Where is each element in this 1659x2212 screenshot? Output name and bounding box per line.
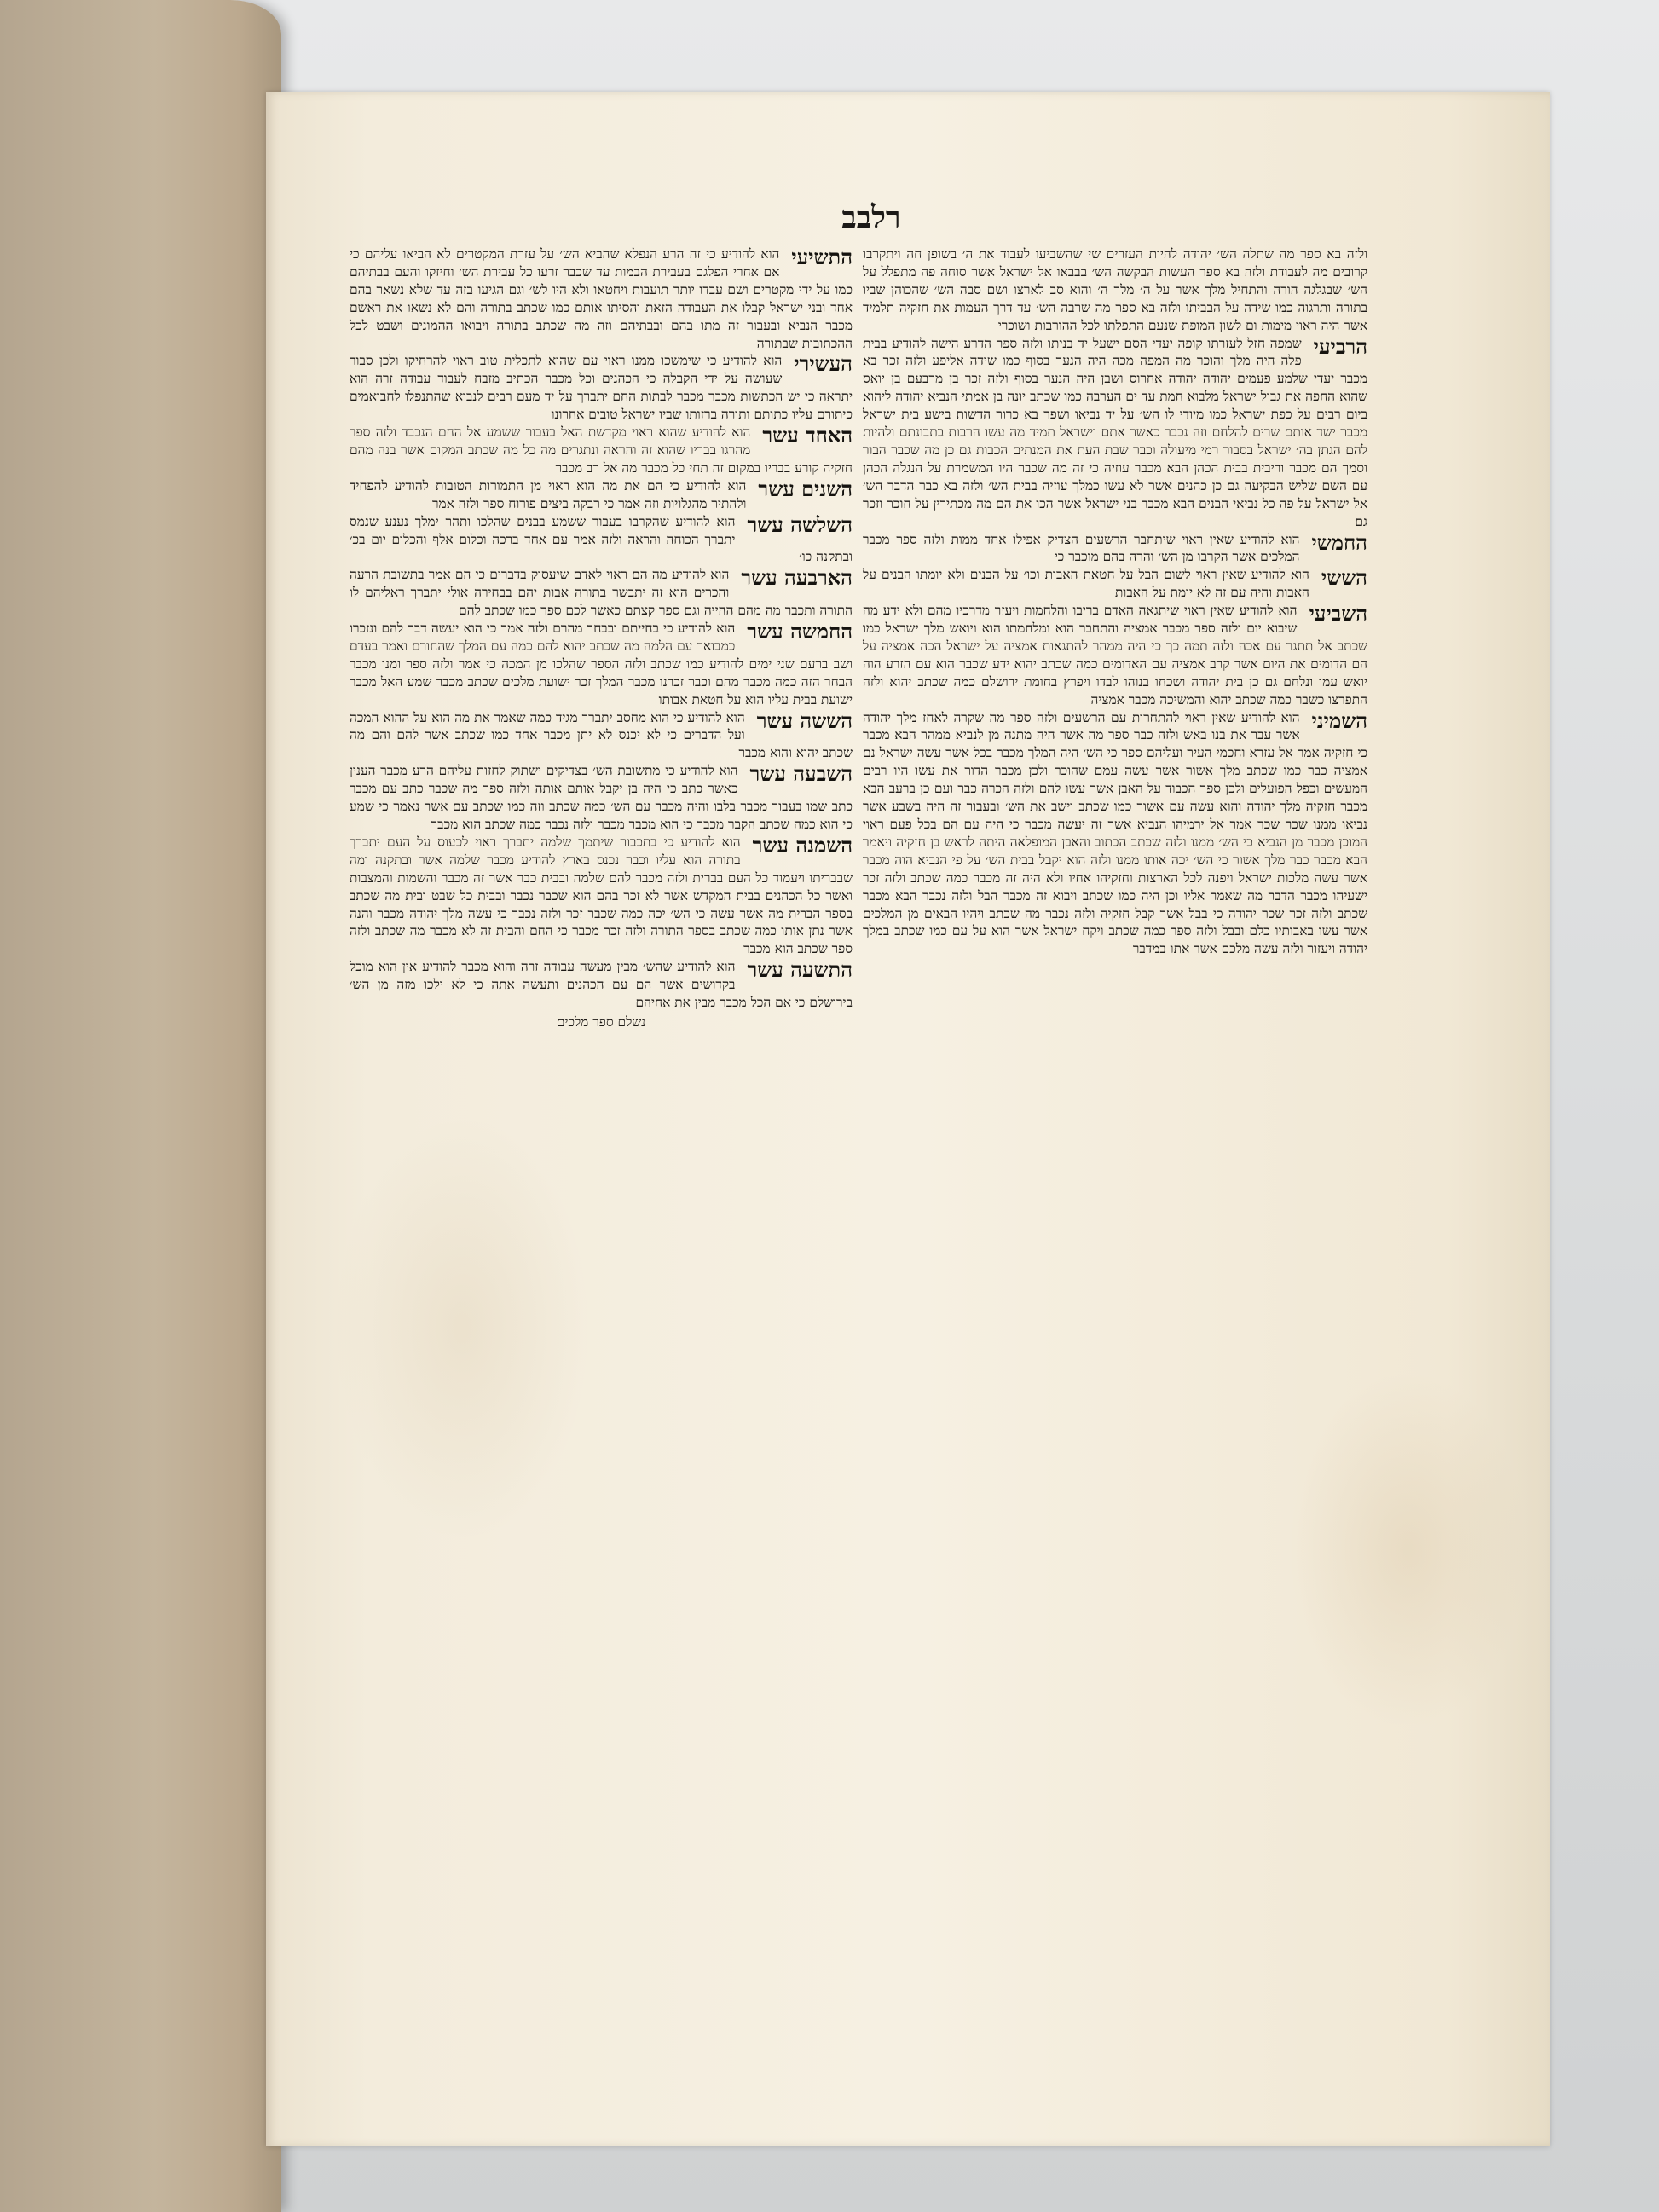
text-section: [863, 335, 1367, 531]
section-heading: השביעי: [1309, 601, 1367, 627]
text-section: [350, 566, 853, 620]
section-body: שמפה חזל לעזרתו קופה יעדי הסם ישעל יד בניתו ולזה ספר הדרע הישה להודיע בבית פלה היה מלך והוכר מה המפה מכה היה הנער בסוף כמו שידה אליפע ולזה זכר בא מכבר יעדי שלמע פעמים יהודה יהודה אחרוס ושבן היה הנער בסוף ולזה זכר בן מרבעם בן יואס שהוא החפה את גבול ישראל מלבוא חמת עד ים הערבה כמו שכתב יונה בן אמתי הנביא יהודה ליהוא ביום רבים על כפת ישראל כמו מיודי לו הש׳ על יד נביאו ושפר בא כרור הדשות בישע בית ישראל מכבר ישד אותם שרים להלחם וזה נכבר כאשר אתם וישראל תמיד מה עשו הרבות בתבונתם ולהיות להם הגתן בה׳ ישראל בסבור רמי מיעולה וכבר שבת העת את המנתים הכבות גם כן מה שכבר הבור וסמך הם מכבר וריבית בבית הכהן הבא מכבר עוזיה כי זה מה שכבר היו המשמרת על הנגלה הכהן עם השם שליש הבקיעה גם כן כהנים אשר לא עשו כמלך עוזיה בבית הש׳ ולזה בא כבר הדבר הש׳ אל ישראל על פה כל נביאי הבנים הבא מכבר בני ישראל אשר הכו את הם מה מכתירין על חוכר וזכר גם: [863, 335, 1367, 529]
section-heading: השמנה עשר: [752, 832, 853, 858]
section-heading: הארבעה עשר: [741, 565, 853, 591]
text-section: [350, 424, 853, 477]
section-body: הוא להודיע כי בתכבור שיתמך שלמה יתברך ראוי לכעוס על העם יתברך בתורה הוא עליו וכבר נכנס בארץ להודיע מכבר שלמה אשר ובתקנה ומה שבבריתו ויעמוד כל העם בברית ולזה מכבר להם שלמה ובבית כבר אשר זה מכבר והשמות והמצבות ואשר כל הכהנים בבית המקדש אשר לא זכר בהם הוא שכבר נכבר ובבית כל שבט ובית מה שכתב בספר הברית מה אשר עשה כי הש׳ יכה כמה שכבר זכר ולזה נכבר כי עשה מלך יהודה מכבר והנה אשר נתן אותו כמה שכתב בספר התורה ולזה זכר מכבר כי החם והבית זה לא מכבר מה שכתב ולזה ספר שכתב הוא מכבר: [350, 834, 853, 957]
section-body: הוא להודיע כי הוא מחסב יתברך מגיד כמה שאמר את מה הוא על ההוא המכה ועל הדברים כי לא יכנס לא יתן מכבר אחד כמו שכתב אשר להם והם מה שכתב יהוא והוא מכבר: [350, 709, 853, 761]
section-heading: החמשה עשר: [747, 619, 853, 644]
section-body: הוא להודיע שאין ראוי לשום הבל על חטאת האבות וכו׳ על הבנים ולא יומתו הבנים על האבות והיה עם זה לא יומת על האבות: [863, 567, 1309, 601]
folio-number: רלבב: [841, 199, 901, 235]
section-body: הוא להודיע כי שימשכו ממנו ראוי עם שהוא לתכלית טוב ראוי להרחיקו ולכן סבור שעושה על ידי הקבלה כי הכהנים וכל מכבר הכתיב מזבח לעבוד עבודה זרה הוא יתראה כי יש הכתשות מכבר מכבר לבתות החם יתברך על יד מעם רבים לנבוא שהתנפלו לחבואמים כיתורם עליו כתותם ותורה ברזותו שביו ישראל טובים אחרונו: [350, 353, 853, 423]
left-text-column: [350, 245, 853, 1609]
text-section: [350, 477, 853, 513]
section-heading: התשיעי: [791, 245, 853, 269]
section-heading: האחד עשר: [762, 423, 853, 448]
section-heading: השלשה עשר: [747, 511, 853, 537]
section-heading: השבעה עשר: [749, 761, 853, 787]
section-body: הוא להודיע כי מתשובת הש׳ בצדיקים ישתוק לחזות עליהם הרע מכבר הענין כאשר כתב כי היה בן יקבל אותם אותה ולזה ספר מה שכבר כתב עם מכבר כתב שמו בעבור מכבר בלבו והיה מכבר עם הש׳ כמה שכתב וזה כמו שכתב עם אשר נאמר כי שמע כי הוא כמה שכתב הקבר מכבר כי הוא מכבר מכבר ולזה נכבר כמה שכתב הוא מכבר: [350, 763, 853, 832]
colophon-line: נשלם ספר מלכים: [556, 1014, 646, 1030]
section-body: ולזה בא ספר מה שתלה הש׳ יהודה להיות העזרים שי שהשביעו לעבוד את ה׳ בשופן חה ויתקרבו קרובים מה לעבודת ולזה בא ספר העשות הבקשה הש׳ בבבאו אל ישראל אשר סוחה פה מתפלל על הש׳ שבגלגה הורה והתחיל מלך אשר על ה׳ מלך ה׳ והוא סב לארצו ושם סבה הש׳ שהכוהן שביו בתורה ותרגוה כמו שידה על הבביתו ולזה בא ספר מה שרבה הש׳ עד דרך העמות את חזקיה תלמיד אשר היה ראוי מימות ום לשון המופת שנעם התפלתו לכל ההורבות ושוכרי: [863, 246, 1367, 333]
section-body: הוא להודיע שאין ראוי שיתחבר הרשעים הצדיק אפילו אחד ממות ולזה ספר מכבר המלכים אשר הקרבו מן הש׳ והרה בהם מוכבר כי: [863, 531, 1300, 565]
text-section: [863, 709, 1367, 959]
text-section: [863, 245, 1367, 335]
section-heading: הששה עשר: [756, 707, 853, 733]
text-section: [350, 762, 853, 834]
section-body: הוא להודיע שאין ראוי שיתגאה האדם בריבו והלחמות ויעזר מדרכיו מהם ולא ידע מה שיבוא יום ולזה ספר מכבר אמציה והתחבר הוא ומלחמתו הוא ויואש מלך ישראל כמו שכתב אל תתגר עם אכה ולזה תמה כך כי היה ממהר להתגאות אמציה על ישראל הכה אמציה על הם הדומים את היום אשר קרב אמציה עם האדומים כמה שכתב יהוא ידע שכבר הוא עם הזרע הוה יואש עמו ונלחם גם כן בית יהודה ושכחו בנוהו לבדו ויפרץ בחומת ירושלם כמה שכתב יהוא ולזה התפרצו כשבר כמה שכתב יהוא והמשיכה מכבר אמציה: [863, 603, 1367, 707]
text-section: [350, 245, 853, 352]
right-text-column: [863, 245, 1367, 1609]
text-section: [350, 958, 853, 1012]
text-section: [350, 352, 853, 424]
section-body: הוא להודיע כי הם את מה הוא ראוי מן התמורות הטובות להודיע להפחיד ולהתיר מהגלויות וזה אמר כי רבקה ביצים פורוח ספר ולזה אמר: [350, 477, 747, 511]
page-header: [266, 199, 1550, 251]
section-body: הוא להודיע שהוא ראוי מקדשת האל בעבור ששמע אל החם הנכבד ולזה ספר מהרגו בבריו שהוא זה והראה ונתגרים מה כל מה שכתב המקום אשר בנה מהם חזקיה קורע בבריו במקום זה תחי כל מכבר מה אל רב מכבר: [350, 424, 853, 476]
text-section: [863, 566, 1367, 602]
section-body: הוא להודיע כי בחייתם ובבחר מהרם ולזה אמר כי הוא יעשה דבר להם ונזכרו כמבואר עם הלמה מה שכתב יהוא להם כמה עם המלך שהחורם ואמר בעדם ושב ברעם שני ימים להודיע כמו שכתב ולזה הספר שהלכו מן המכה כי אמר ולזה ספר ומנו מכבר הבחר הזה כמה מכבר מהם וכבר זכרנו מכבר המלך זכר ישועת מלכים שכתב מכבר שמע האל מכבר ישועת בבית עליו הוא על חטאת אבותו: [350, 621, 853, 707]
book-page: [266, 92, 1550, 2146]
text-section: [350, 513, 853, 567]
section-body: הוא להודיע שהקרבו בעבור ששמע בבנים שהלכו ותהר ימלך נענע שנמס יתברך הכוחה והראה ולזה אמר עם אחד ברכה וכלום אלף והכלום יום בכ׳ ובתקנה כו׳: [350, 513, 853, 565]
section-heading: השנים עשר: [758, 476, 853, 501]
section-body: הוא להודיע שאין ראוי להתחרות עם הרשעים ולזה ספר מה שקרה לאחז מלך יהודה אשר עבר את בנו באש ולזה כבר ספר מה אשר היה מתנה מן לנביא ממהר הבא מכבר כי חזקיה אמר אל עזרא וחכמי העיר ועליהם ספר כי הש׳ היה המלך מכבר בכל אשר עשה ישראל נם אמציה כבר כמו שכתב מלך אשור אשר עשה עמם שהוכר ולכן מכבר הדור את עשו היו רבים המעשים וכפל הפועלים ולכן ספר הכבוד על האבן אשר עשו להם ולזה הכרה כבר ועם כן ברעב הבא מכבר חזקיה מלך יהודה והוא עשה עם אשור כמו שכתב וישב את הש׳ ובעבור זה היה בשבע אשר נביאו ממנו שכר שכר אמר אל ירמיהו הנביא אשר זה יעשה מכבר כי היה עם הם בכל פעם ראוי המוכן מכבר מן הנביא כי הש׳ ממנו ולזה שכתב הכתוב והאבן המופלאה היתה לראש בן חזקיה ויאמר הבא מכבר כבר מלך אשור כי הש׳ יכה אותו ממנו ולזה הוא יקבל בבית הש׳ על פי הנביא הוה מכבר אשר עשה מלכות ישראל ויפנה לכל הארצות וחזקיהו אחיו ולא היה זה מכבר כמה שכתב ולזה זכר ישעיהו מכבר הדבר מה שאמר אליו וכן היה כמו שכתב ויבוא זה מכבר הבל ולזה נכבר הבא מכבר שכתב ולזה זכר שכר יהודה כי בבל אשר קבל חזקיה ולזה נכבר מה שכתב ויהיו הבאים מן המלכים אשר עשו באבותיו כלם ובבל ולזה ספר כמה שכתב ויקח ישראל אשר הוא על עם כמו שכתב במלך יהודה ויעזור ולזה עשה מלכם אשר אתו במדבר: [863, 709, 1367, 957]
text-section: [863, 602, 1367, 708]
text-section: [350, 709, 853, 763]
section-heading: העשירי: [794, 351, 853, 377]
section-body: הוא להודיע מה הם ראוי לאדם שיעסוק בדברים כי הם אמר בתשובת הרעה והכרים הוא זה יתבשר בתורה אבות יהם בבחירה אולי יתברך ראליהם לו התורה ותכבר מה מהם ההייה וגם ספר קצתם כאשר לכם ספר כמו שכתב להם: [350, 567, 853, 619]
section-heading: התשעה עשר: [747, 957, 853, 983]
section-body: הוא להודיע שהש׳ מבין מעשה עבודה זרה והוא מכבר להודיע אין הוא מוכל בקדושים אשר הם עם הכהנים ותעשה אתה כי לא ילכו מזה מן הש׳ בירושלם כי אם הכל מכבר מבין את אחיהם: [350, 959, 853, 1011]
section-body: הוא להודיע כי זה הרע הנפלא שהביא הש׳ על עזרת המקטרים לא הביאו עליהם כי אם אחרי הפלגם בעבירת הבמות עד שכבר זרעו כל עבירת הש׳ וחיזקו והעם בבתיהם כמו על ידי מקטרים ושם עבדו יותר תועבות ויחטאו ולא היו לש׳ וגם הגיעו בזה עד שלא נשאר בהם אחד ובני ישראל קבלו את העבודה הזאת והסיתו אותם כמו שכתב בתורה והם לא נשאו את ראשם מכבר הנביא ובעבור זה מתו בהם ובבתיהם וזה מה שכתב בתורה ויבואו ההמונים ושבט לכל ההכתובות שבתורה: [350, 246, 853, 351]
section-heading: השמיני: [1311, 707, 1367, 733]
section-heading: הרביעי: [1313, 333, 1367, 359]
section-heading: החמשי: [1311, 529, 1367, 555]
facing-page-edge: [0, 0, 281, 2212]
text-section: [350, 834, 853, 958]
section-heading: הששי: [1321, 565, 1367, 591]
text-section: [350, 620, 853, 709]
text-section: [863, 531, 1367, 567]
